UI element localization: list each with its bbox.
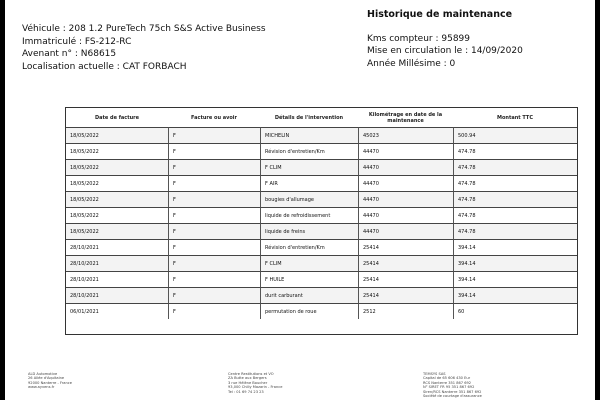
cell-amount: 474.78 — [453, 175, 577, 191]
cell-amount: 474.78 — [453, 143, 577, 159]
cell-date: 18/05/2022 — [66, 175, 168, 191]
cell-date: 06/01/2021 — [66, 303, 168, 319]
column-header-amount: Montant TTC — [496, 114, 534, 121]
odometer-reading: Kms compteur : 95899 — [367, 33, 471, 44]
cell-mileage: 44470 — [358, 207, 453, 223]
model-year: Année Millésime : 0 — [367, 58, 456, 69]
cell-amount: 394.14 — [453, 255, 577, 271]
cell-type: F — [168, 287, 260, 303]
cell-type: F — [168, 191, 260, 207]
table-row — [66, 127, 577, 143]
cell-mileage: 44470 — [358, 191, 453, 207]
cell-mileage: 45023 — [358, 127, 453, 143]
cell-date: 28/10/2021 — [66, 271, 168, 287]
footer-line: Capital de 65 606 430 Eur — [423, 376, 471, 381]
cell-amount: 60 — [453, 303, 577, 319]
cell-amount: 474.78 — [453, 223, 577, 239]
footer-line: ALD Automotive — [28, 372, 58, 376]
cell-amount: 394.14 — [453, 239, 577, 255]
cell-details: durit carburant — [260, 287, 358, 303]
cell-type: F — [168, 143, 260, 159]
column-header-invoice-type: Facture ou avoir — [191, 114, 237, 121]
maintenance-summary — [367, 9, 523, 70]
cell-details: F CLIM — [260, 159, 358, 175]
footer-line: www.ayvens.fr — [28, 385, 55, 390]
cell-type: F — [168, 207, 260, 223]
page-title: Historique de maintenance — [367, 9, 513, 20]
table-row — [66, 143, 577, 159]
cell-mileage: 44470 — [358, 175, 453, 191]
table-row — [66, 191, 577, 207]
cell-amount: 474.78 — [453, 191, 577, 207]
cell-mileage: 25414 — [358, 287, 453, 303]
footer-line: N° SIRET FR 95 351 867 692 — [423, 385, 475, 390]
table-row — [66, 159, 577, 175]
table-row — [66, 271, 577, 287]
cell-type: F — [168, 175, 260, 191]
maintenance-document — [5, 0, 595, 400]
footer-center-info — [228, 372, 282, 394]
footer-line: 3 rue Hélène Boucher — [228, 380, 268, 385]
vehicle-info — [22, 23, 266, 73]
table-row — [66, 287, 577, 303]
footer-line: ZA Butte aux Bergers — [228, 376, 267, 381]
cell-details: Révision d'entretien/Km — [260, 143, 358, 159]
cell-details: F AIR — [260, 175, 358, 191]
cell-mileage: 25414 — [358, 255, 453, 271]
column-header-invoice-date: Date de facture — [94, 114, 140, 121]
cell-amount: 394.14 — [453, 271, 577, 287]
cell-date: 28/10/2021 — [66, 287, 168, 303]
cell-type: F — [168, 159, 260, 175]
cell-mileage: 44470 — [358, 159, 453, 175]
footer-legal-info — [423, 372, 482, 398]
vehicle-model: Véhicule : 208 1.2 PureTech 75ch S&S Active Business — [22, 24, 266, 34]
cell-date: 18/05/2022 — [66, 207, 168, 223]
cell-details: permutation de roue — [260, 303, 358, 319]
cell-type: F — [168, 303, 260, 319]
cell-amount: 474.78 — [453, 207, 577, 223]
cell-details: bougies d'allumage — [260, 191, 358, 207]
cell-details: F CLIM — [260, 255, 358, 271]
table-row — [66, 303, 577, 319]
cell-amount: 474.78 — [453, 159, 577, 175]
cell-date: 28/10/2021 — [66, 239, 168, 255]
footer-line: 26 Allée d'Aquitaine — [28, 376, 65, 381]
cell-type: F — [168, 127, 260, 143]
cell-type: F — [168, 271, 260, 287]
cell-date: 18/05/2022 — [66, 191, 168, 207]
footer-line: 92000 Nanterre - France — [28, 380, 72, 385]
footer-line: 93,000 Chilly Mazarin - France — [228, 385, 283, 390]
cell-date: 18/05/2022 — [66, 143, 168, 159]
table-header-row — [66, 108, 577, 127]
footer-line: RCS Nanterre 351 867 692 — [423, 380, 472, 385]
table-row — [66, 207, 577, 223]
footer-line: Tel : 01 69 74 23 23 — [228, 389, 264, 394]
table-row — [66, 239, 577, 255]
vehicle-registration: Immatriculé : FS-212-RC — [22, 36, 132, 47]
cell-details: liquide de refroidissement — [260, 207, 358, 223]
table-row — [66, 255, 577, 271]
cell-type: F — [168, 223, 260, 239]
cell-mileage: 25414 — [358, 239, 453, 255]
cell-amount: 394.14 — [453, 287, 577, 303]
footer-line: Siren/RCS Nanterre 351 867 692 — [423, 389, 482, 394]
column-header-mileage: Kilométrage en date de la maintenance — [368, 111, 443, 124]
footer-line: Société de courtage d'assurance — [423, 394, 482, 399]
cell-mileage: 25414 — [358, 271, 453, 287]
cell-mileage: 44470 — [358, 143, 453, 159]
column-header-intervention-details: Détails de l'intervention — [274, 114, 344, 121]
cell-type: F — [168, 239, 260, 255]
footer-line: Centre Restitutions et VO — [228, 372, 274, 376]
cell-mileage: 44470 — [358, 223, 453, 239]
cell-amount: 500.94 — [453, 127, 577, 143]
table-row — [66, 223, 577, 239]
cell-date: 18/05/2022 — [66, 159, 168, 175]
table-row — [66, 175, 577, 191]
footer-line: TEMSYS SAS — [423, 372, 446, 376]
cell-details: liquide de freins — [260, 223, 358, 239]
cell-date: 18/05/2022 — [66, 127, 168, 143]
cell-details: Révision d'entretien/Km — [260, 239, 358, 255]
cell-details: MICHELIN — [260, 127, 358, 143]
cell-date: 28/10/2021 — [66, 255, 168, 271]
vehicle-location: Localisation actuelle : CAT FORBACH — [22, 61, 187, 72]
cell-date: 18/05/2022 — [66, 223, 168, 239]
vehicle-amendment: Avenant n° : N68615 — [22, 49, 117, 59]
cell-type: F — [168, 255, 260, 271]
cell-mileage: 2512 — [358, 303, 453, 319]
cell-details: F HUILE — [260, 271, 358, 287]
first-registration-date: Mise en circulation le : 14/09/2020 — [367, 46, 523, 56]
maintenance-table — [65, 107, 578, 335]
footer-company-info — [28, 372, 72, 390]
